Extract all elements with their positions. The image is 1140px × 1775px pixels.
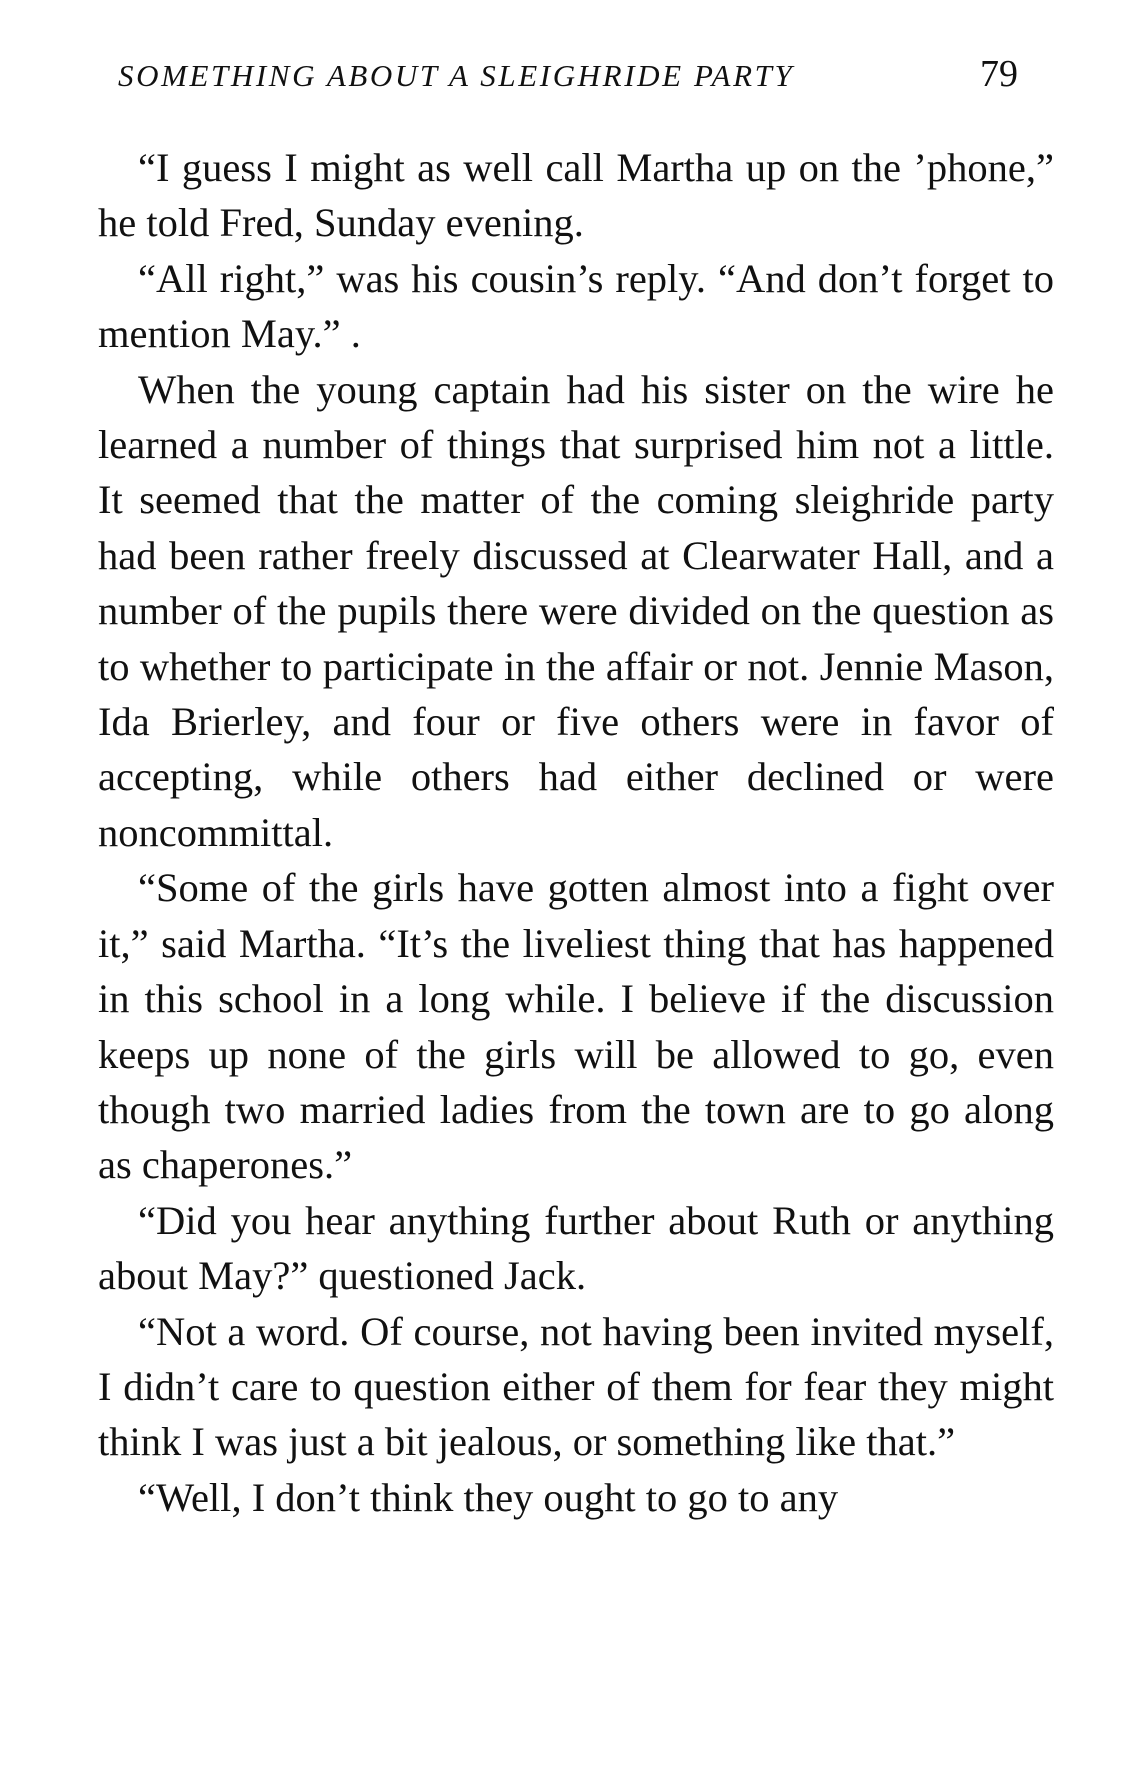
paragraph: “Well, I don’t think they ought to go to any <box>138 1474 839 1520</box>
page-number: 79 <box>980 53 1018 95</box>
paragraph: “Some of the girls have gotten almost into a fight over it,” said Martha. “It’s the liveliest thing that has happened in this school in a long while. I believe if the discussion keeps up none of the girls will be allowed to go, even though two married ladies from the town are to go along as chaperones.” <box>98 865 1054 1188</box>
paragraph: “Not a word. Of course, not having been invited myself, I didn’t care to question either of them for fear they might think I was just a bit jealous, or something like that.” <box>98 1308 1054 1465</box>
body-text <box>98 140 1054 1525</box>
paragraph: “I guess I might as well call Martha up on the ’phone,” he told Fred, Sunday evening. <box>98 145 1054 246</box>
running-head <box>118 52 1018 112</box>
running-title: SOMETHING ABOUT A SLEIGHRIDE PARTY <box>118 58 795 93</box>
paragraph: When the young captain had his sister on the wire he learned a number of things that surprised him not a little. It seemed that the matter of the coming sleighride party had been rather freely discussed at Clearwater Hall, and a number of the pupils there were divided on the question as to whether to participate in the affair or not. Jennie Mason, Ida Brierley, and four or five others were in favor of accepting, while others had either declined or were noncommittal. <box>98 366 1054 855</box>
paragraph: “Did you hear anything further about Ruth or anything about May?” questioned Jack. <box>98 1197 1054 1299</box>
paragraph: “All right,” was his cousin’s reply. “And don’t forget to mention May.” . <box>98 255 1054 357</box>
